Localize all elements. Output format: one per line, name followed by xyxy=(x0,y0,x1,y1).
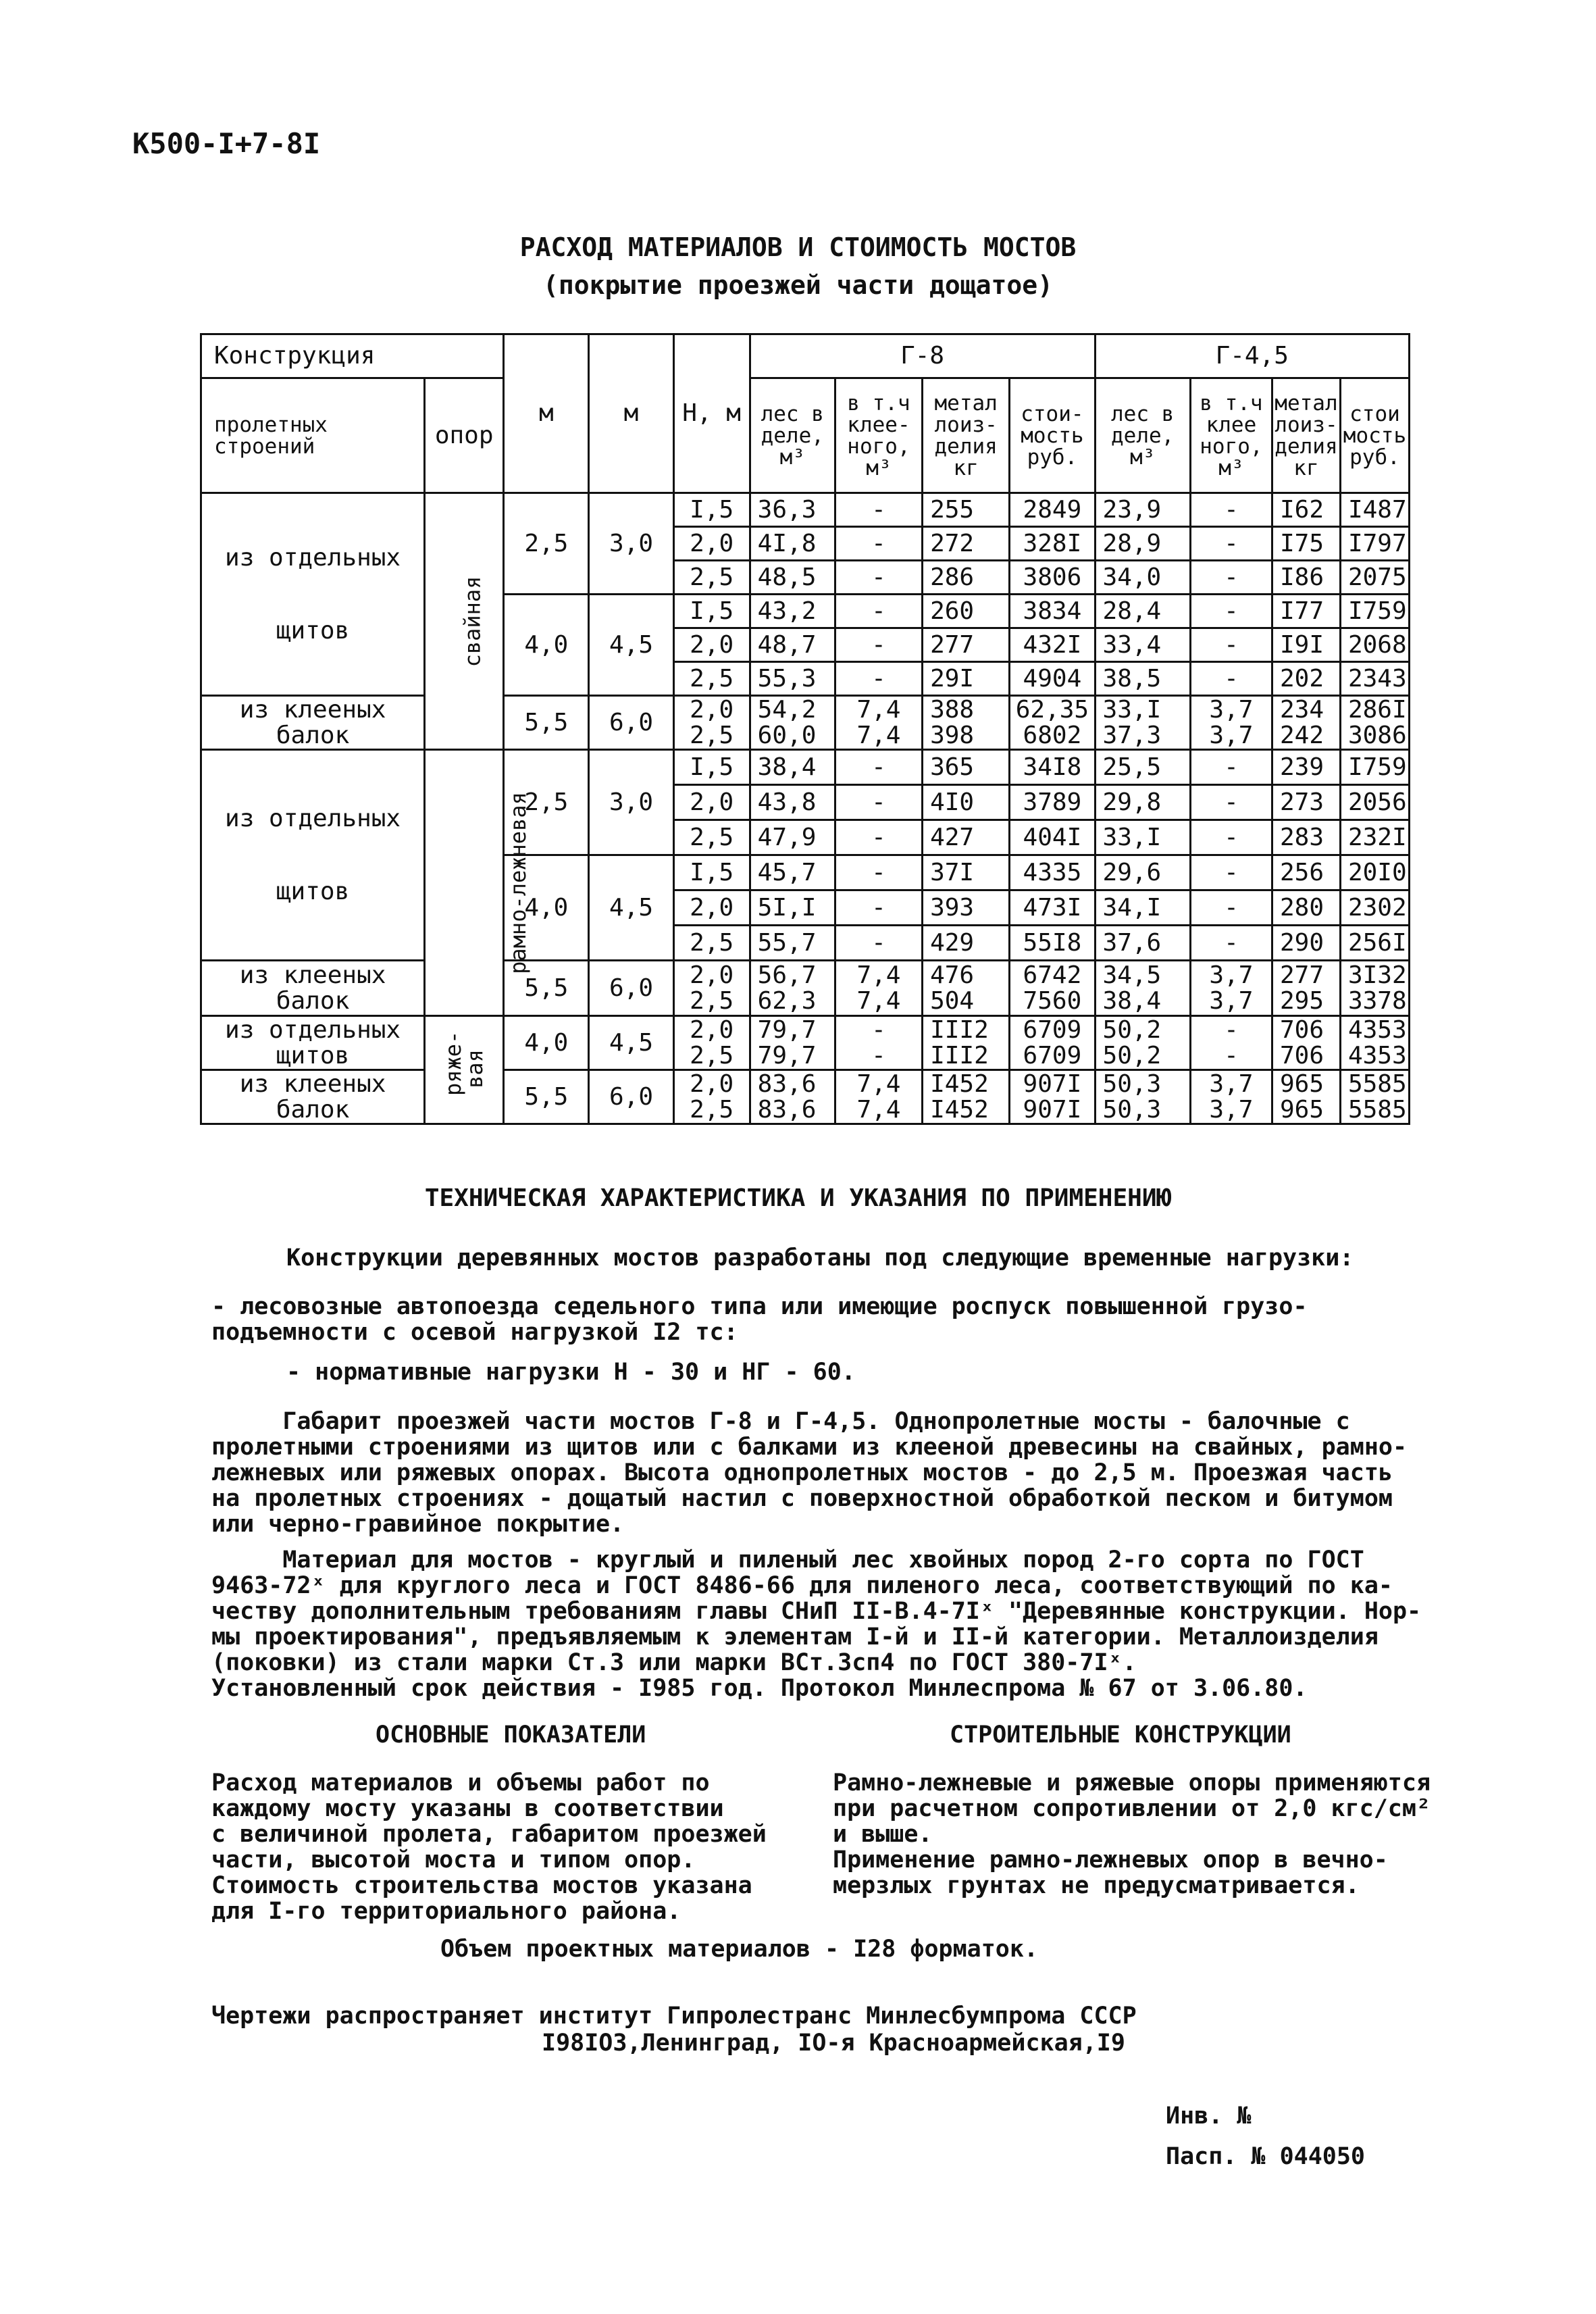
main-indicators-text: Расход материалов и объемы работ по каждому мосту указаны в соответствии с величиной пролета, габаритом проезжей части, высотой моста и типом опор. Стоимость строительства мостов указана для І-го территориального района. xyxy=(211,1769,767,1925)
support-type-cell: рамно-лежневая xyxy=(425,750,504,1016)
table-row: 4,0 4,5 І,5 45,7 - 37І 4335 29,6 - 256 20І0 xyxy=(201,855,1410,890)
span-type-cell: из отдельных щитов xyxy=(201,1016,425,1070)
table-row: из отдельных щитов свайная 2,5 3,0 І,5 36,3 - 255 2849 23,9 - І62 І487 xyxy=(201,493,1410,527)
table-row: 4,0 4,5 І,5 43,2 - 260 3834 28,4 - І77 І759 xyxy=(201,595,1410,628)
g8-glued: в т.ч клее- ного, м³ xyxy=(835,378,922,493)
header-m2: м xyxy=(589,334,673,493)
paragraph-loads: Конструкции деревянных мостов разработаны под следующие временные нагрузки: xyxy=(286,1244,1354,1272)
span-type-cell: из клееных балок xyxy=(201,961,425,1016)
span-type-cell: из отдельных щитов xyxy=(201,493,425,696)
table-row: из клееных балок 5,5 6,0 2,0 2,5 83,6 83,6 7,4 7,4 І452 І452 907І 907І 50,3 50,3 3,7 3,7 965 965 5585 5585 xyxy=(201,1070,1410,1124)
span-type-cell: из клееных балок xyxy=(201,1070,425,1124)
g45-glued: в т.ч клее ного, м³ xyxy=(1190,378,1272,493)
span-type-cell: из клееных балок xyxy=(201,696,425,750)
distributor-address: І98ІОЗ,Ленинград, ІО-я Красноармейская,І9 xyxy=(542,2030,1125,2057)
table-row: 2,5 48,5 - 286 3806 34,0 - І86 2075 xyxy=(201,561,1410,595)
g45-metal: метал лоиз- делия кг xyxy=(1272,378,1340,493)
volume-line: Объем проектных материалов - І28 форматок. xyxy=(440,1936,1039,1963)
passport-number: Пасп. № 044050 xyxy=(1166,2143,1366,2170)
header-supports: опор xyxy=(425,378,504,493)
table-row: 2,0 43,8 - 4І0 3789 29,8 - 273 2056 xyxy=(201,785,1410,820)
table-row: 2,5 55,3 - 29І 4904 38,5 - 202 2343 xyxy=(201,662,1410,696)
table-row: из отдельных щитов рамно-лежневая 2,5 3,0 І,5 38,4 - 365 34І8 25,5 - 239 І759 xyxy=(201,750,1410,785)
table-row: 2,5 47,9 - 427 404І 33,І - 283 232І xyxy=(201,820,1410,855)
inventory-number: Инв. № xyxy=(1166,2103,1252,2130)
header-g45: Г-4,5 xyxy=(1095,334,1409,378)
paragraph-norm-load: - нормативные нагрузки Н - 30 и НГ - 60. xyxy=(286,1359,856,1386)
distributor-line: Чертежи распространяет институт Гипролестранс Минлесбумпрома СССР xyxy=(211,2003,1137,2030)
g45-wood: лес в деле, м³ xyxy=(1095,378,1190,493)
materials-table xyxy=(200,333,1410,1125)
table-row: 2,0 5І,І - 393 473І 34,І - 280 2302 xyxy=(201,890,1410,926)
page-title: РАСХОД МАТЕРИАЛОВ И СТОИМОСТЬ МОСТОВ xyxy=(519,232,1077,262)
header-g8: Г-8 xyxy=(750,334,1095,378)
g8-wood: лес в деле, м³ xyxy=(750,378,835,493)
header-m1: м xyxy=(504,334,589,493)
structures-heading: СТРОИТЕЛЬНЫЕ КОНСТРУКЦИИ xyxy=(950,1721,1291,1749)
table-row: из клееных балок 5,5 6,0 2,0 2,5 56,7 62,3 7,4 7,4 476 504 6742 7560 34,5 38,4 3,7 3,7 277 295 3І32 3378 xyxy=(201,961,1410,1016)
paragraph-truck-load: - лесовозные автопоезда седельного типа или имеющие роспуск повышенной грузо- подъемности с осевой нагрузкой І2 тс: xyxy=(211,1293,1308,1346)
support-type-cell: ряже-вая xyxy=(425,1016,504,1124)
header-construction: Конструкция xyxy=(201,334,504,378)
table-row: 2,0 4І,8 - 272 328І 28,9 - І75 І797 xyxy=(201,527,1410,561)
paragraph-material: Материал для мостов - круглый и пиленый лес хвойных пород 2-го сорта по ГОСТ 9463-72ˣ для круглого леса и ГОСТ 8486-66 для пиленого леса, соответствующий по ка- честву дополнительным требованиям главы СНиП ІІ-В.4-7Іˣ "Деревянные конструкции. Нор- мы проектирования", предъявляемым к элементам І-й и ІІ-й категории. Металлоизделия (поковки) из стали марки Ст.3 или марки ВСт.3сп4 по ГОСТ 380-7Іˣ. Установленный срок действия - І985 год. Протокол Минлеспрома № 67 от 3.06.80. xyxy=(211,1546,1422,1702)
g45-cost: стои мость руб. xyxy=(1340,378,1409,493)
tech-heading: ТЕХНИЧЕСКАЯ ХАРАКТЕРИСТИКА И УКАЗАНИЯ ПО ПРИМЕНЕНИЮ xyxy=(424,1184,1172,1212)
table-row: из клееных балок 5,5 6,0 2,0 2,5 54,2 60,0 7,4 7,4 388 398 62,35 6802 33,І 37,3 3,7 3,7 234 242 286І 3086 xyxy=(201,696,1410,750)
table-row: 2,0 48,7 - 277 432І 33,4 - І9І 2068 xyxy=(201,628,1410,662)
support-type-cell: свайная xyxy=(425,493,504,750)
paragraph-gabarit: Габарит проезжей части мостов Г-8 и Г-4,5. Однопролетные мосты - балочные с пролетными строениями из щитов или с балками из клееной древесины на свайных, рамно- лежневых или ряжевых опорах. Высота однопролетных мостов - до 2,5 м. Проезжая часть на пролетных строениях - дощатый настил с поверхностной обработкой песком и битумом или черно-гравийное покрытие. xyxy=(211,1408,1408,1538)
page-subtitle: (покрытие проезжей части дощатое) xyxy=(543,270,1053,300)
structures-text: Рамно-лежневые и ряжевые опоры применяются при расчетном сопротивлении от 2,0 кгс/см² и выше. Применение рамно-лежневых опор в вечно- мерзлых грунтах не предусматривается. xyxy=(833,1769,1431,1899)
header-spans: пролетных строений xyxy=(201,378,425,493)
main-indicators-heading: ОСНОВНЫЕ ПОКАЗАТЕЛИ xyxy=(376,1721,646,1749)
span-type-cell: из отдельных щитов xyxy=(201,750,425,961)
document-code: К500-І+7-8І xyxy=(132,127,321,160)
header-height: Н, м xyxy=(673,334,750,493)
g8-cost: стои- мость руб. xyxy=(1010,378,1095,493)
table-row: 2,5 55,7 - 429 55І8 37,6 - 290 256І xyxy=(201,926,1410,961)
table-row: из отдельных щитов ряже-вая 4,0 4,5 2,0 2,5 79,7 79,7 - - ІІІ2 ІІІ2 6709 6709 50,2 50,2 - - 706 706 4353 4353 xyxy=(201,1016,1410,1070)
g8-metal: метал лоиз- делия кг xyxy=(923,378,1010,493)
